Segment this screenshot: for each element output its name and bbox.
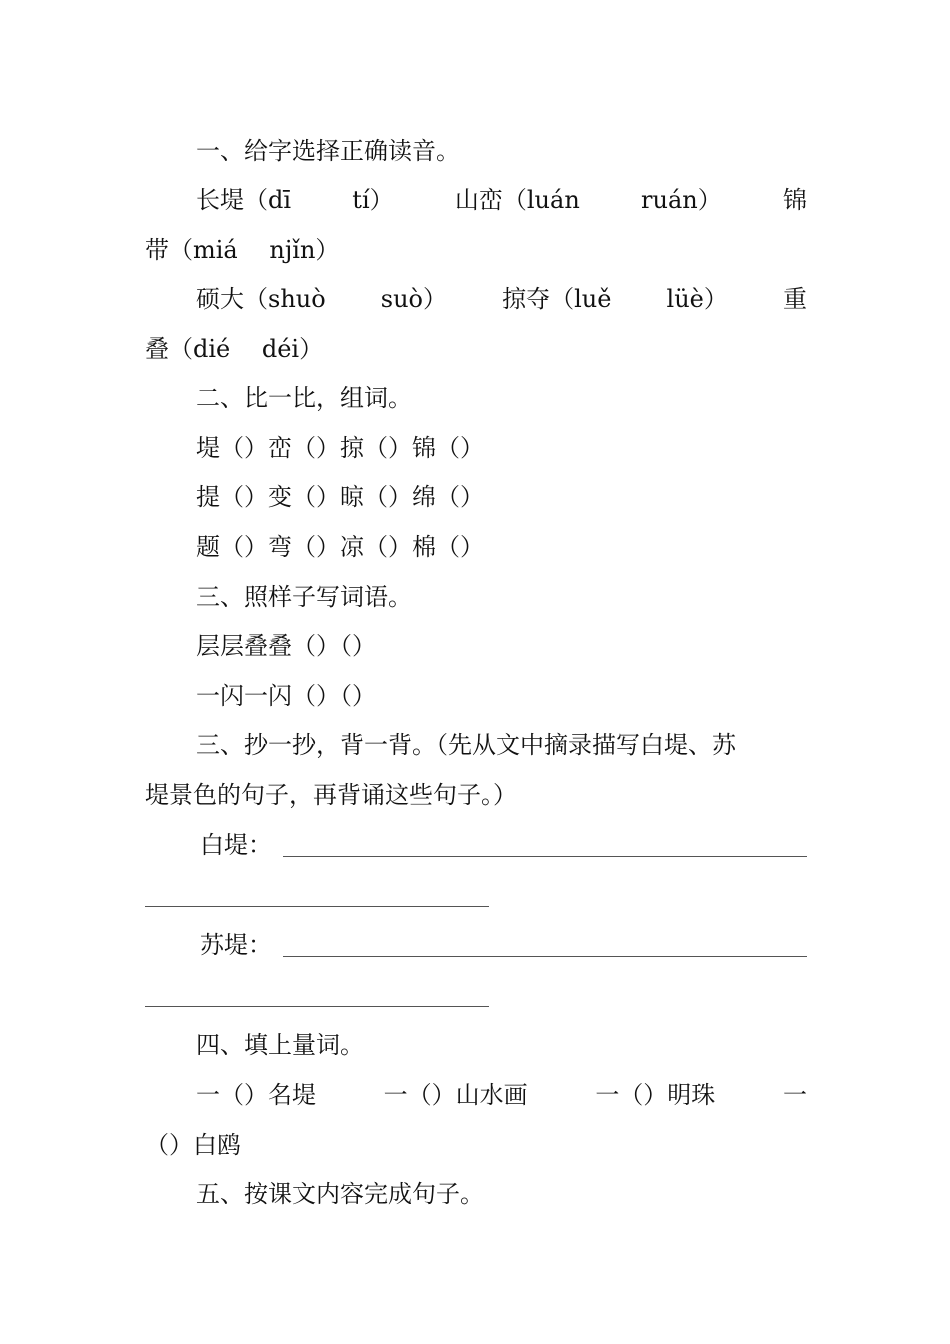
pinyin-item: 重 bbox=[782, 285, 807, 313]
section-copy-heading: 三、抄一抄，背一背。（先从文中摘录描写白堤、苏 bbox=[196, 731, 736, 759]
pinyin-item: ruán） bbox=[641, 186, 722, 214]
pinyin-row-2-continued: 叠（dié déi） bbox=[145, 335, 324, 363]
example-word-row: 层层叠叠（）（） bbox=[196, 632, 376, 660]
bai-di-label: 白堤： bbox=[200, 831, 272, 859]
su-di-label: 苏堤： bbox=[200, 931, 272, 959]
word-group-row: 提（）变（）晾（）绵（） bbox=[196, 483, 484, 511]
pinyin-item: 硕大（shuò bbox=[196, 285, 326, 313]
section-3-heading: 三、照样子写词语。 bbox=[196, 583, 412, 611]
measure-word-item: 一（）明珠 bbox=[595, 1081, 716, 1109]
bai-di-answer-line[interactable] bbox=[283, 856, 807, 857]
pinyin-item: suò） bbox=[380, 285, 448, 313]
pinyin-item: lüè） bbox=[666, 285, 728, 313]
pinyin-item: 长堤（dī bbox=[196, 186, 292, 214]
bai-di-answer-line-2[interactable] bbox=[145, 906, 489, 907]
measure-word-item: 一 bbox=[782, 1081, 807, 1109]
measure-word-row-continued: （）白鸥 bbox=[145, 1131, 241, 1159]
measure-word-item: 一（）名堤 bbox=[196, 1081, 316, 1109]
pinyin-row-2 bbox=[196, 274, 807, 324]
su-di-answer-line[interactable] bbox=[283, 956, 807, 957]
su-di-answer-line-2[interactable] bbox=[145, 1006, 489, 1007]
pinyin-item: 山峦（luán bbox=[454, 186, 580, 214]
measure-word-row bbox=[196, 1070, 807, 1120]
section-copy-heading-continued: 堤景色的句子，再背诵这些句子。） bbox=[145, 781, 517, 809]
measure-word-item: 一（）山水画 bbox=[383, 1081, 528, 1109]
word-group-row: 题（）弯（）凉（）棉（） bbox=[196, 533, 484, 561]
example-word-row: 一闪一闪（）（） bbox=[196, 682, 376, 710]
pinyin-row-1-continued: 带（miá njǐn） bbox=[145, 236, 340, 264]
pinyin-item: tí） bbox=[352, 186, 394, 214]
word-group-row: 堤（）峦（）掠（）锦（） bbox=[196, 434, 484, 462]
section-1-heading: 一、给字选择正确读音。 bbox=[196, 137, 460, 165]
section-4-heading: 四、填上量词。 bbox=[196, 1031, 364, 1059]
pinyin-item: 掠夺（luě bbox=[502, 285, 612, 313]
section-2-heading: 二、比一比，组词。 bbox=[196, 384, 412, 412]
pinyin-item: 锦 bbox=[782, 186, 807, 214]
section-5-heading: 五、按课文内容完成句子。 bbox=[196, 1180, 484, 1208]
pinyin-row-1 bbox=[196, 175, 807, 225]
